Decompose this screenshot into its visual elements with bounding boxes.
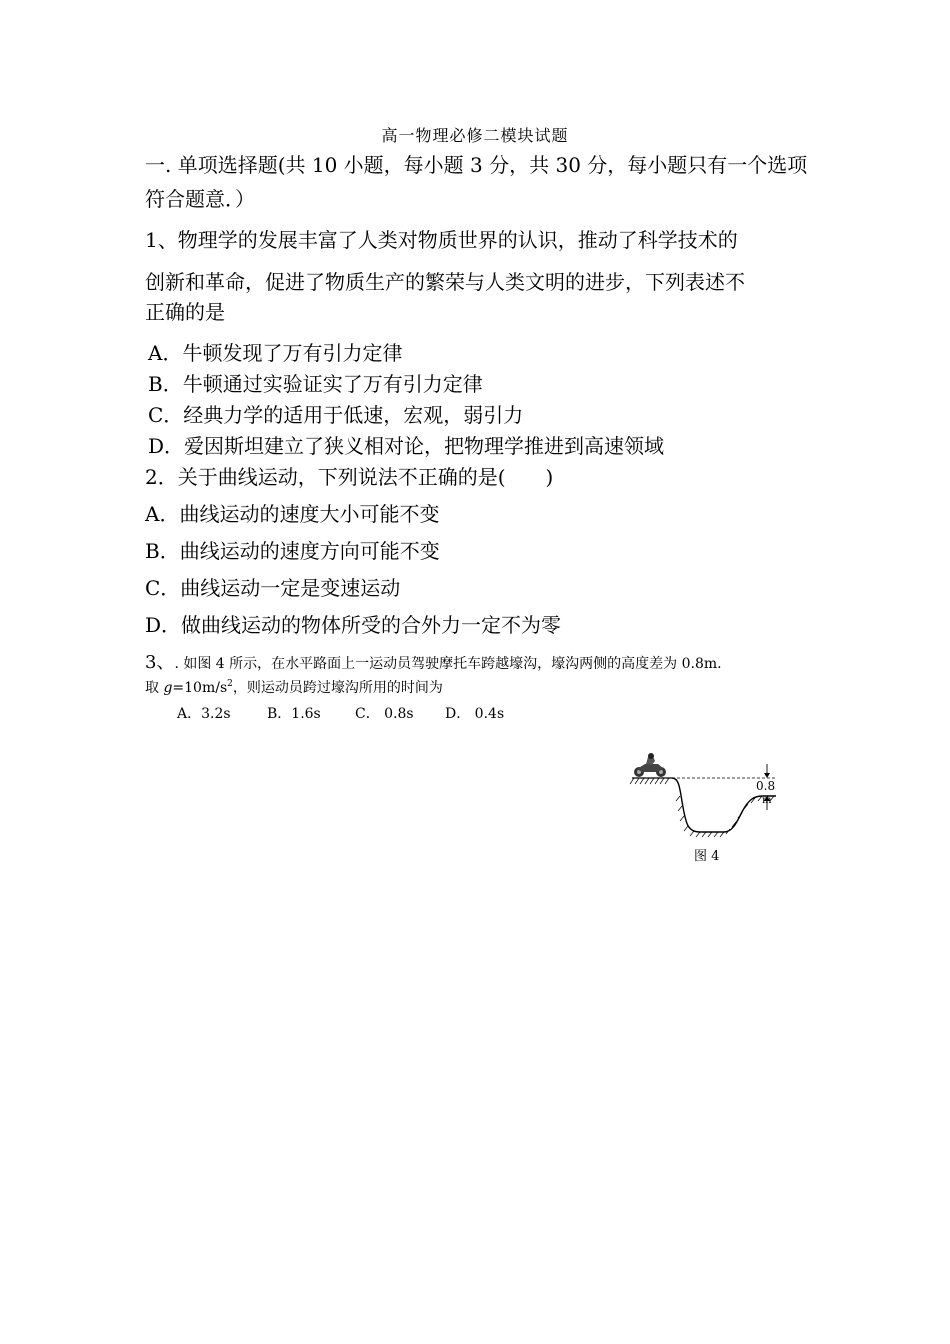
question-1-option-b: B．牛顿通过实验证实了万有引力定律 [148,372,483,396]
question-3-text-2c: ，则运动员跨过壕沟所用的时间为 [232,680,443,696]
ground-hatching-ditch [676,796,774,837]
question-3-choice-d: D． 0.4s [445,706,505,722]
question-3-choice-a: A．3.2s [177,706,231,722]
height-label: 0.8 [756,779,776,793]
question-1-options [148,340,664,464]
question-1-line-2: 创新和革命，促进了物质生产的繁荣与人类文明的进步，下列表述不 [145,270,745,294]
question-2 [145,463,561,645]
question-3-choice-b: B．1.6s [267,706,321,722]
section-heading: 一. 单项选择题(共 10 小题，每小题 3 分，共 30 分，每小题只有一个选项符合题意．） [145,153,808,211]
figure-caption: 图 4 [694,849,720,864]
arrow-down-icon [764,773,770,778]
unit-label: m [762,795,772,806]
question-3-line-1 [145,652,722,675]
gravity-symbol: g [163,680,173,696]
question-1-option-d: D．爱因斯坦建立了狭义相对论，把物理学推进到高速领域 [148,434,665,458]
question-3-text-2b: =10m/s [172,680,228,696]
question-3-number: 3、 [145,652,175,673]
question-2-option-a: A．曲线运动的速度大小可能不变 [145,502,440,526]
question-1-stem [145,230,815,322]
question-2-option-d: D．做曲线运动的物体所受的合外力一定不为零 [145,613,562,637]
page-title: 高一物理必修二模块试题 [381,126,569,145]
question-3-choice-c: C． 0.8s [355,706,414,722]
question-2-option-b: B．曲线运动的速度方向可能不变 [145,539,440,563]
question-2-option-c: C．曲线运动一定是变速运动 [145,576,401,600]
question-1-line-1: 1、物理学的发展丰富了人类对物质世界的认识，推动了科学技术的 [145,228,738,252]
exponent: 2 [227,679,233,689]
question-1-option-c: C．经典力学的适用于低速，宏观，弱引力 [148,403,524,427]
question-3-choices [145,703,722,725]
ground-hatching-left [630,778,669,784]
question-3-text-2a: 取 [145,680,164,696]
question-3 [145,652,722,725]
question-1-option-a: A．牛顿发现了万有引力定律 [148,341,403,365]
question-3-text-1: . 如图 4 所示，在水平路面上一运动员驾驶摩托车跨越壕沟，壕沟两侧的高度差为 0.8m. [174,656,722,672]
question-2-stem: 2．关于曲线运动，下列说法不正确的是( ) [145,465,554,489]
question-1-line-3: 正确的是 [145,300,225,324]
question-3-line-2 [145,677,722,699]
figure-4 [628,752,788,867]
motorcycle-rider-icon [634,753,666,777]
